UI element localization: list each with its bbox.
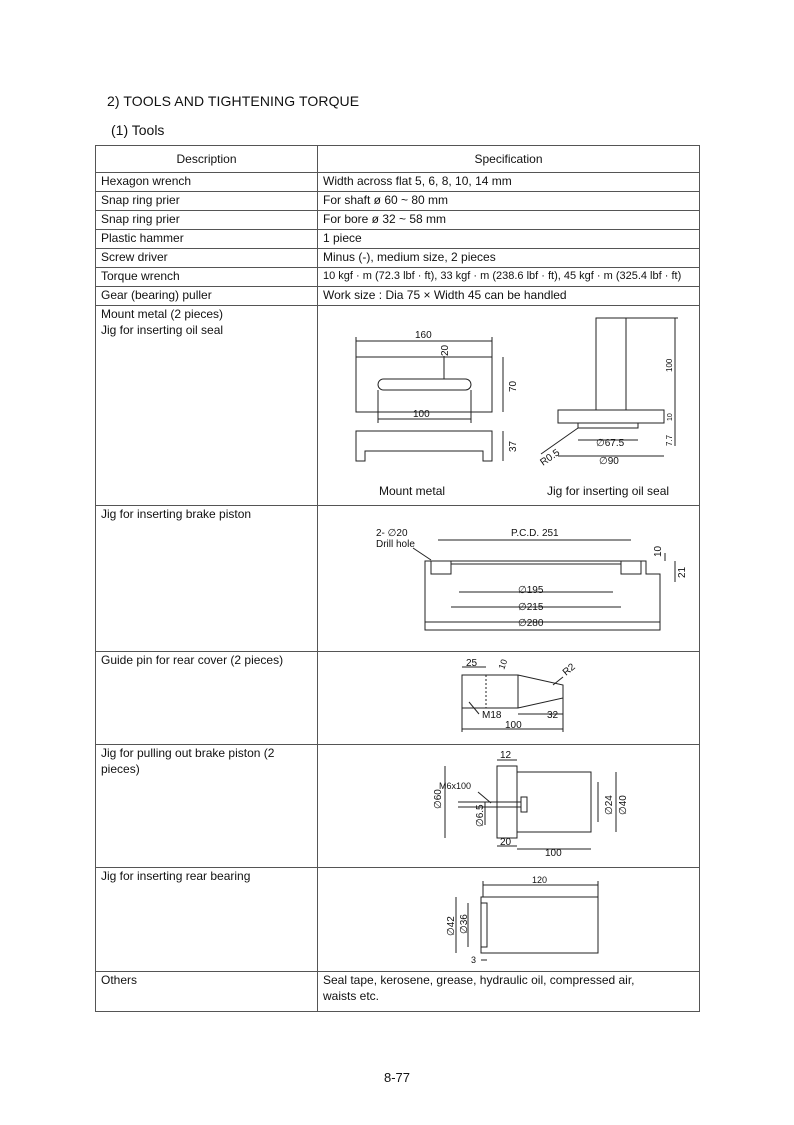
row-description: Snap ring prier [96,192,318,211]
row-figure-cell [318,306,700,506]
guide-pin-drawing [323,652,705,743]
bolt-head [521,797,527,812]
drill-hole-label: Drill hole [376,539,415,550]
guide-pin-body [462,675,563,708]
table-row-mount-metal [96,306,700,506]
table-row [96,230,700,249]
dim-7-7: 7.7 [665,434,674,446]
mount-metal-drawing [323,306,705,504]
rear-bearing-jig-drawing [323,868,705,970]
mount-plate-top-view [356,357,492,412]
table-row [96,192,700,211]
page-number: 8-77 [383,1070,411,1085]
description-line: Jig for inserting oil seal [101,323,224,337]
dim-215: ∅215 [518,602,544,613]
row-description: Screw driver [96,249,318,268]
dim-100: 100 [413,409,430,420]
oil-seal-jig-flange [558,410,664,423]
dim-12: 12 [500,750,512,761]
header-description: Description [96,146,318,173]
row-specification: 10 kgf · m (72.3 lbf · ft), 33 kgf · m (238.6 lbf · ft), 45 kgf · m (325.4 lbf · ft) [318,268,700,287]
pcd-label: P.C.D. 251 [511,528,559,539]
table-row-brake-piston [96,506,700,652]
pulling-jig-drawing [323,745,705,866]
dim-3: 3 [471,955,477,965]
table-row [96,249,700,268]
drill-hole-count: 2- ∅20 [376,528,408,539]
dim-20: 20 [500,837,512,848]
dim-r0-5: R0.5 [538,447,563,469]
dim-60: ∅60 [433,789,444,809]
row-specification [318,972,700,1012]
dim-r2: R2 [560,661,578,679]
row-description: Others [96,972,318,1012]
mount-plate-side-view [356,431,492,461]
tools-table [95,145,700,1012]
dim-100: 100 [545,848,562,859]
dim-24: ∅24 [604,795,615,815]
dim-70: 70 [508,380,519,392]
dim-m18: M18 [482,710,502,721]
dim-195: ∅195 [518,585,544,596]
brake-piston-jig-drawing [323,506,705,650]
row-description: Jig for inserting rear bearing [96,868,318,972]
dim-10: 10 [653,545,664,557]
table-row-pulling-jig [96,745,700,868]
row-specification: 1 piece [318,230,700,249]
section-title: 2) TOOLS AND TIGHTENING TORQUE [107,93,360,109]
dim-36: ∅36 [459,914,470,934]
row-specification: For shaft ø 60 ~ 80 mm [318,192,700,211]
table-row [96,173,700,192]
rear-bearing-jig-body [481,897,598,953]
table-row-rear-bearing [96,868,700,972]
table-row-others [96,972,700,1012]
table-header-row [96,146,700,173]
dim-10: 10 [667,413,674,421]
row-description: Torque wrench [96,268,318,287]
row-description: Guide pin for rear cover (2 pieces) [96,652,318,745]
dim-100: 100 [505,720,522,731]
dim-67-5: ∅67.5 [596,438,625,449]
rear-bearing-jig-lip [481,903,487,947]
row-description: Snap ring prier [96,211,318,230]
table-row [96,211,700,230]
dim-21: 21 [677,566,688,578]
row-description [96,306,318,506]
row-figure-cell [318,868,700,972]
table-row [96,268,700,287]
row-specification: For bore ø 32 ~ 58 mm [318,211,700,230]
header-specification: Specification [318,146,700,173]
table-row-guide-pin [96,652,700,745]
specification-line: waists etc. [323,989,380,1003]
row-description: Jig for inserting brake piston [96,506,318,652]
mount-plate-slot [378,379,471,390]
drill-hole-right [621,561,641,574]
dim-42: ∅42 [446,916,457,936]
oil-seal-jig-boss [578,423,638,428]
specification-line: Seal tape, kerosene, grease, hydraulic oil, compressed air, [323,973,635,987]
dim-280: ∅280 [518,618,544,629]
dim-37: 37 [508,440,519,452]
dim-120: 120 [532,875,548,885]
leader-line [478,792,491,803]
description-line: Mount metal (2 pieces) [101,307,224,321]
dim-32: 32 [547,710,559,721]
row-figure-cell [318,652,700,745]
dim-100-vertical: 100 [665,358,674,372]
leader-line [541,428,578,454]
row-specification: Minus (-), medium size, 2 pieces [318,249,700,268]
row-description: Plastic hammer [96,230,318,249]
dim-10: 10 [496,657,510,671]
oil-seal-jig-stem [596,318,626,410]
leader-line [413,548,431,560]
row-description: Jig for pulling out brake piston (2 pieces) [96,745,318,868]
table-row [96,287,700,306]
row-description: Hexagon wrench [96,173,318,192]
dim-m6x100: M6x100 [439,781,472,791]
row-specification: Width across flat 5, 6, 8, 10, 14 mm [318,173,700,192]
dim-40: ∅40 [618,795,629,815]
row-figure-cell [318,506,700,652]
row-specification: Work size : Dia 75 × Width 45 can be handled [318,287,700,306]
row-figure-cell [318,745,700,868]
dim-6-5: ∅6.5 [475,804,486,827]
dim-160: 160 [415,330,432,341]
row-description: Gear (bearing) puller [96,287,318,306]
drill-hole-left [431,561,451,574]
caption-mount-metal: Mount metal [379,484,446,498]
dim-20: 20 [440,344,451,356]
dim-90: ∅90 [599,456,619,467]
caption-oil-seal-jig: Jig for inserting oil seal [547,484,670,498]
subsection-title: (1) Tools [111,122,165,138]
dim-25: 25 [466,658,478,669]
